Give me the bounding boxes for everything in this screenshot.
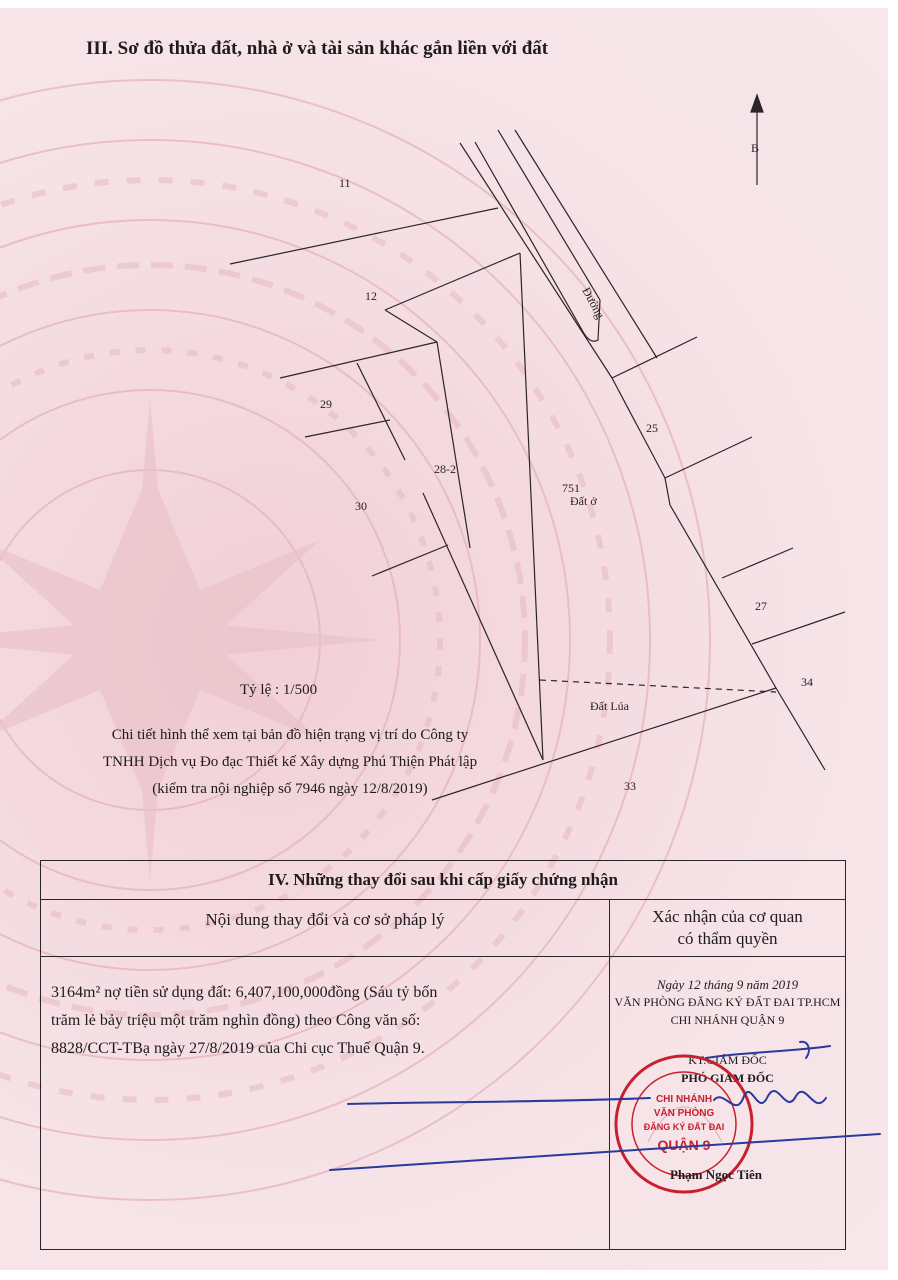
parcel-33-label: 33: [624, 779, 636, 793]
office-name: VĂN PHÒNG ĐĂNG KÝ ĐẤT ĐAI TP.HCM: [614, 995, 841, 1009]
map-note-line-3: (kiểm tra nội nghiệp số 7946 ngày 12/8/2019): [152, 781, 428, 797]
map-note-line-2: TNHH Dịch vụ Đo đạc Thiết kế Xây dựng Phú Thiện Phát lập: [102, 754, 478, 770]
changes-table-header: [41, 900, 845, 957]
main-parcel-type: Đất ở: [570, 494, 597, 508]
scan-edge-right: [888, 0, 898, 1280]
parcel-12-label: 12: [365, 289, 377, 303]
office-branch: CHI NHÁNH QUẬN 9: [670, 1013, 785, 1027]
header-confirm-line-1: Xác nhận của cơ quan: [652, 907, 803, 926]
section4-title: IV. Những thay đổi sau khi cấp giấy chứng nhận: [41, 861, 845, 900]
change-content-line-2: trăm lẻ bảy triệu một trăm nghìn đồng) theo Công văn số:: [51, 1012, 421, 1029]
scan-edge-top: [0, 0, 898, 8]
map-note-line-1: Chi tiết hình thể xem tại bản đồ hiện trạng vị trí do Công ty: [111, 727, 469, 743]
header-content-column: Nội dung thay đổi và cơ sở pháp lý: [41, 900, 610, 956]
parcel-28-2-label: 28-2: [434, 462, 456, 476]
svg-text:CHI NHÁNH: CHI NHÁNH: [655, 1094, 713, 1105]
map-scale: Tỷ lệ : 1/500: [240, 682, 318, 698]
confirmation-date: Ngày 12 tháng 9 năm 2019: [656, 977, 799, 992]
map-note: [70, 722, 510, 803]
road-label: Đường: [579, 284, 608, 322]
header-confirm-column: [610, 900, 845, 956]
header-confirm-line-2: có thẩm quyền: [677, 929, 778, 948]
north-label: B: [751, 141, 760, 155]
parcel-27-label: 27: [755, 599, 767, 613]
signer-name: Phạm Ngọc Tiên: [670, 1167, 762, 1182]
parcel-25-label: 25: [646, 421, 658, 435]
kt-director: KT.GIÁM ĐỐC: [688, 1053, 767, 1067]
change-content-line-3: 8828/CCT-TBạ ngày 27/8/2019 của Chi cục Thuế Quận 9.: [51, 1040, 425, 1057]
svg-text:VĂN PHÒNG: VĂN PHÒNG: [653, 1108, 715, 1119]
svg-text:ĐĂNG KÝ ĐẤT ĐAI: ĐĂNG KÝ ĐẤT ĐAI: [643, 1122, 725, 1132]
change-content-cell: [41, 957, 610, 1249]
main-parcel-number: 751: [562, 481, 580, 495]
north-arrow-head: [751, 95, 763, 112]
scan-edge-bottom: [0, 1270, 898, 1280]
change-content-line-1: 3164m² nợ tiền sử dụng đất: 6,407,100,000đồng (Sáu tỷ bốn: [51, 984, 438, 1001]
rice-land-label: Đất Lúa: [590, 699, 629, 713]
parcel-34-label: 34: [801, 675, 813, 689]
parcel-30-label: 30: [355, 499, 367, 513]
section3-title: III. Sơ đồ thửa đất, nhà ở và tài sản khác gắn liền với đất: [86, 38, 549, 59]
parcel-11-label: 11: [339, 176, 351, 190]
svg-text:QUẬN 9: QUẬN 9: [657, 1137, 711, 1153]
parcel-29-label: 29: [320, 397, 332, 411]
deputy-director: PHÓ GIÁM ĐỐC: [681, 1071, 774, 1085]
